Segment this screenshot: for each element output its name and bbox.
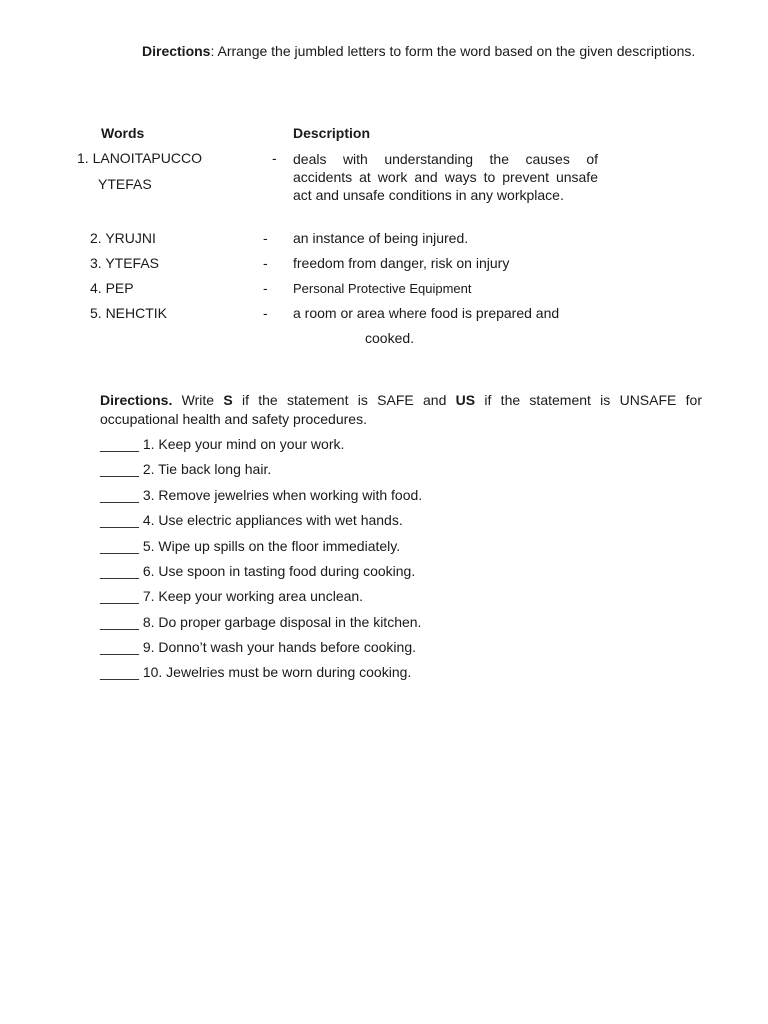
word-2: 2. YRUJNI [90, 230, 156, 246]
word-3: 3. YTEFAS [90, 255, 159, 271]
dash-1: - [272, 150, 277, 166]
description-2: an instance of being injured. [293, 230, 469, 246]
description-3: freedom from danger, risk on injury [293, 255, 510, 271]
word-1: 1. LANOITAPUCCO [77, 150, 202, 166]
statement-6: _____ 6. Use spoon in tasting food during cooking. [100, 563, 416, 579]
statement-9: _____ 9. Donno’t wash your hands before cooking. [100, 639, 416, 655]
statement-8: _____ 8. Do proper garbage disposal in the kitchen. [100, 614, 422, 630]
directions-2-label: Directions. [100, 392, 173, 408]
dash-2: - [263, 230, 268, 246]
directions-1 [89, 42, 721, 61]
unsafe-code: US [455, 392, 476, 408]
directions-2-text-b: if the statement is SAFE and [232, 392, 456, 408]
statement-4: _____ 4. Use electric appliances with wet hands. [100, 512, 403, 528]
statement-2: _____ 2. Tie back long hair. [100, 461, 272, 477]
description-header: Description [293, 125, 371, 141]
directions-2-text-c: if the statement is UNSAFE for occupational health and safety procedures. [100, 392, 702, 427]
description-1: deals with understanding the causes of accidents at work and ways to prevent unsafe act and unsafe conditions in any workplace. [293, 151, 598, 203]
description-5-continued: cooked. [365, 330, 415, 346]
statement-5: _____ 5. Wipe up spills on the floor immediately. [100, 538, 401, 554]
word-1-continued: YTEFAS [98, 176, 152, 192]
words-header: Words [101, 125, 145, 141]
word-4: 4. PEP [90, 280, 134, 296]
statement-7: _____ 7. Keep your working area unclean. [100, 588, 364, 604]
statement-1: _____ 1. Keep your mind on your work. [100, 436, 345, 452]
dash-5: - [263, 305, 268, 321]
directions-2-text-a: Write [172, 392, 224, 408]
dash-4: - [263, 280, 268, 296]
directions-2 [100, 391, 702, 429]
description-5: a room or area where food is prepared and [293, 305, 560, 321]
statement-10: _____ 10. Jewelries must be worn during cooking. [100, 664, 412, 680]
statement-3: _____ 3. Remove jewelries when working with food. [100, 487, 423, 503]
dash-3: - [263, 255, 268, 271]
safe-code: S [223, 392, 233, 408]
directions-1-text: : Arrange the jumbled letters to form the word based on the given descriptions. [210, 43, 696, 59]
description-4: Personal Protective Equipment [293, 281, 472, 296]
directions-1-label: Directions [142, 43, 211, 59]
word-5: 5. NEHCTIK [90, 305, 168, 321]
